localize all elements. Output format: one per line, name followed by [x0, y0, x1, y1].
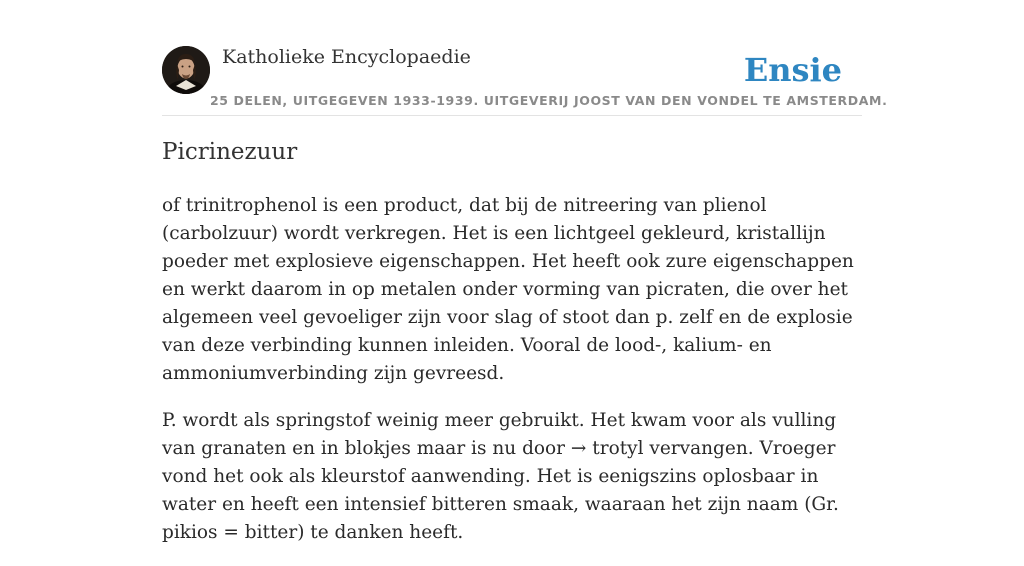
source-header — [162, 46, 888, 116]
header-divider — [162, 115, 862, 116]
entry-content — [162, 192, 862, 566]
entry-title: Picrinezuur — [162, 139, 298, 165]
entry-paragraph: P. wordt als springstof weinig meer gebruikt. Het kwam voor als vulling van granaten en in blokjes maar is nu door → trotyl vervangen. Vroeger vond het ook als kleurstof aanwending. Het is eenigszins oplosbaar in water en heeft een intensief bitteren smaak, waaraan het zijn naam (Gr. pikios = bitter) te danken heeft. — [162, 410, 839, 543]
entry-paragraph: of trinitrophenol is een product, dat bij de nitreering van plienol (carbolzuur) wordt verkregen. Het is een lichtgeel gekleurd, kristallijn poeder met explosieve eigenschappen. Het heeft ook zure eigenschappen en werkt daarom in op metalen onder vorming van picraten, die over het algemeen veel gevoeliger zijn voor slag of stoot dan p. zelf en de explosie van deze verbinding kunnen inleiden. Vooral de lood-, kalium- en ammoniumverbinding zijn gevreesd. — [162, 195, 854, 384]
portrait-avatar-icon — [162, 46, 210, 94]
source-title[interactable]: Katholieke Encyclopaedie — [222, 46, 471, 68]
source-avatar[interactable] — [162, 46, 210, 94]
brand-logo-link[interactable]: Ensie — [743, 51, 842, 89]
source-subtitle: 25 DELEN, UITGEGEVEN 1933-1939. UITGEVERIJ JOOST VAN DEN VONDEL TE AMSTERDAM. — [210, 93, 888, 108]
